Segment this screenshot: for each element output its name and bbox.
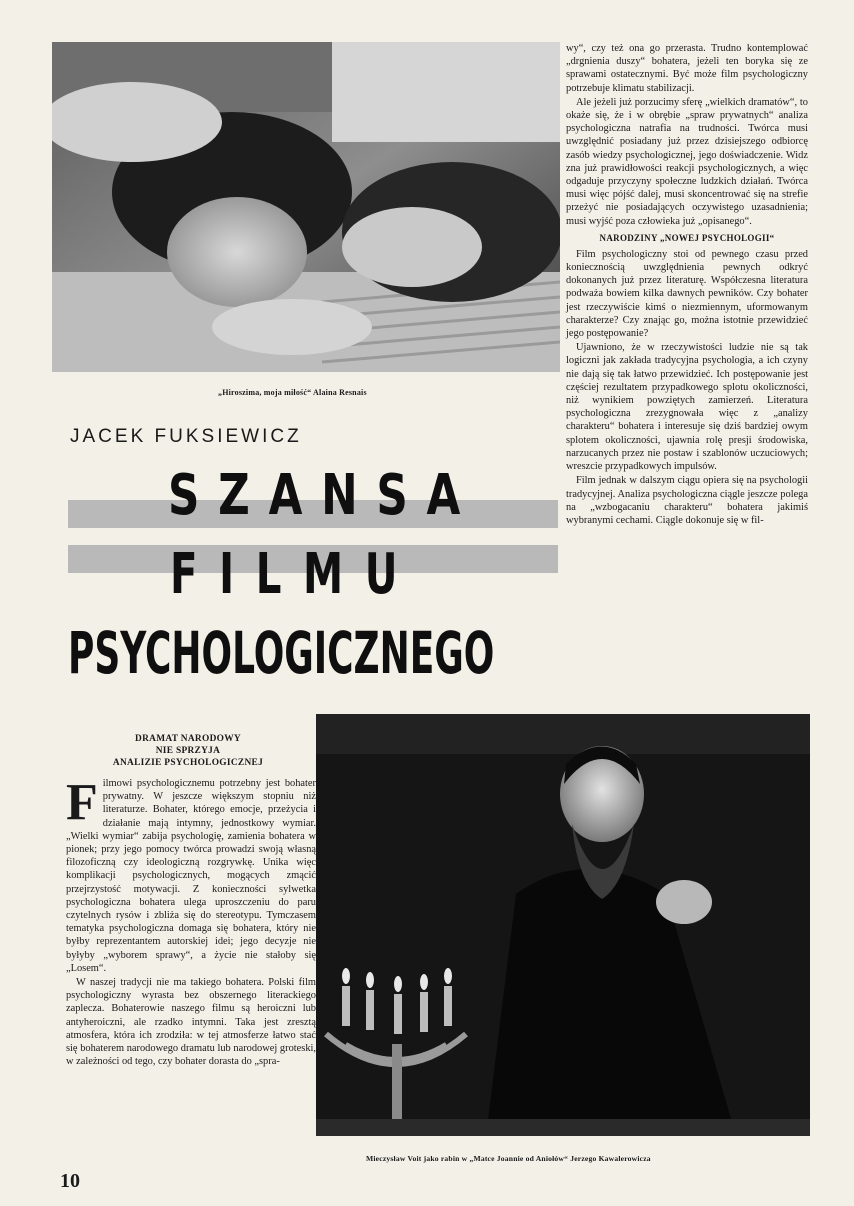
left-paragraph-2: W naszej tradycji nie ma takiego bohatera. Polski film psychologiczny wyrasta bez obszernego literackiego zaplecza. Bohaterowie naszego filmu są heroiczni lub antyheroiczni, ale rzadko intymni. Taka jest zresztą atmosfera, która ich zrodziła: w tej atmosferze łatwo stać się bohaterem narodowego dramatu lub narodowej groteski, w zależności od tego, czy bohater dorasta do „spra-: [66, 977, 316, 1068]
drop-cap: F: [66, 774, 98, 831]
article-author: JACEK FUKSIEWICZ: [70, 426, 302, 447]
photo-rabbi-caption: Mieczysław Voit jako rabin w „Matce Joannie od Aniołów“ Jerzego Kawalerowicza: [366, 1154, 651, 1163]
right-paragraph-5: Film jednak w dalszym ciągu opiera się na psychologii tradycyjnej. Analiza psychologiczna ciągle jeszcze polega na „wzbogacaniu charakteru“ bohatera jakimiś wybranymi cechami. Ciągle dokonuje się w fil-: [566, 475, 808, 526]
page-number: 10: [60, 1170, 80, 1192]
right-paragraph-4: Ujawniono, że w rzeczywistości ludzie nie są tak logiczni jak zakłada tradycyjna psychologia, a ich czyny nie dają się tak łatwo przewidzieć. Ich postępowanie jest częściej rezultatem przypadkowego splotu okoliczności, niż wynikiem powziętych zamierzeń. Literatura psychologiczna zrezygnowała więc z „analizy charakteru“ bohatera i interesuje się dziś bardziej owym splotem okoliczności, ujawnia rolę presji środowiska, narzucanych przez nie postaw i szablonów uczuciowych; wreszcie przypadkowych impulsów.: [566, 342, 808, 473]
left-column: [66, 774, 316, 1069]
right-paragraph-2: Ale jeżeli już porzucimy sferę „wielkich dramatów“, to okaże się, że i w obrębie „spraw prywatnych“ analiza psychologiczna natrafia na trudności. Twórca musi uwzględnić posiadany już przez dzisiejszego odbiorcę zasób wiedzy psychologicznej, jego doświadczenie. Widz zna już prawidłowości reakcji psychologicznych, a więc odgaduje przyczyny społeczne ludzkich działań. Twórca musi więc pójść dalej, musi skoncentrować się na strefie przeżyć nie posiadających oczywistego uzasadnienia; musi wyjść poza człowieka już „opisanego“.: [566, 96, 808, 227]
right-paragraph-1: wy“, czy też ona go przerasta. Trudno kontemplować „drgnienia duszy“ bohatera, jeżeli ten boryka się ze sprawami ostatecznymi. Być może film psychologiczny potrzebuje klimatu stabilizacji.: [566, 43, 808, 94]
right-column: [566, 42, 808, 528]
article-title-line-2: FILMU: [170, 542, 420, 607]
right-subheading: NARODZINY „NOWEJ PSYCHOLOGII“: [599, 232, 775, 243]
left-paragraph-1: ilmowi psychologicznemu potrzebny jest bohater prywatny. W jeszcze większym stopniu niż literaturze. Bohater, którego emocje, przeżycia i działanie mają intymny, jednostkowy wymiar. „Wielki wymiar“ zabija psychologię, zamienia bohatera w pionek; przy jego pomocy twórca prowadzi swoją własną filozoficzną czy ideologiczną rozgrywkę. Unika więc komplikacji psychologicznych, mogących zmącić przejrzystość motywacji. Z konieczności sylwetka psychologiczna bohatera ulega uproszczeniu do paru czytelnych rysów i zbliża się do stereotypu. Tymczasem tematyka psychologiczna domaga się bohatera, który nie byłby reprezentantem autorskiej idei; jego decyzje nie byłyby „wyborem sprawy“, a życie nie stałoby się „Losem“.: [66, 778, 316, 974]
article-title-line-1: SZANSA: [168, 463, 480, 528]
photo-hiroshima-caption: „Hiroszima, moja miłość“ Alaina Resnais: [218, 388, 367, 397]
photo-rabbi: [316, 714, 810, 1136]
photo-hiroshima: [52, 42, 560, 372]
right-paragraph-3: Film psychologiczny stoi od pewnego czasu przed koniecznością uwzględnienia pewnych odkryć dokonanych już przez literaturę. Współczesna literatura podważa bowiem kilka dawnych pewników. Czy bohater jest rzeczywiście kimś o niezmiennym, uformowanym charakterze? Czy znając go, można istotnie przewidzieć jego postępowanie?: [566, 248, 808, 340]
photo-rabbi-image: [316, 714, 810, 1136]
photo-hiroshima-image: [52, 42, 560, 372]
left-subheading: DRAMAT NARODOWY NIE SPRZYJA ANALIZIE PSYCHOLOGICZNEJ: [112, 734, 264, 768]
article-title-line-3: PSYCHOLOGICZNEGO: [68, 619, 495, 687]
